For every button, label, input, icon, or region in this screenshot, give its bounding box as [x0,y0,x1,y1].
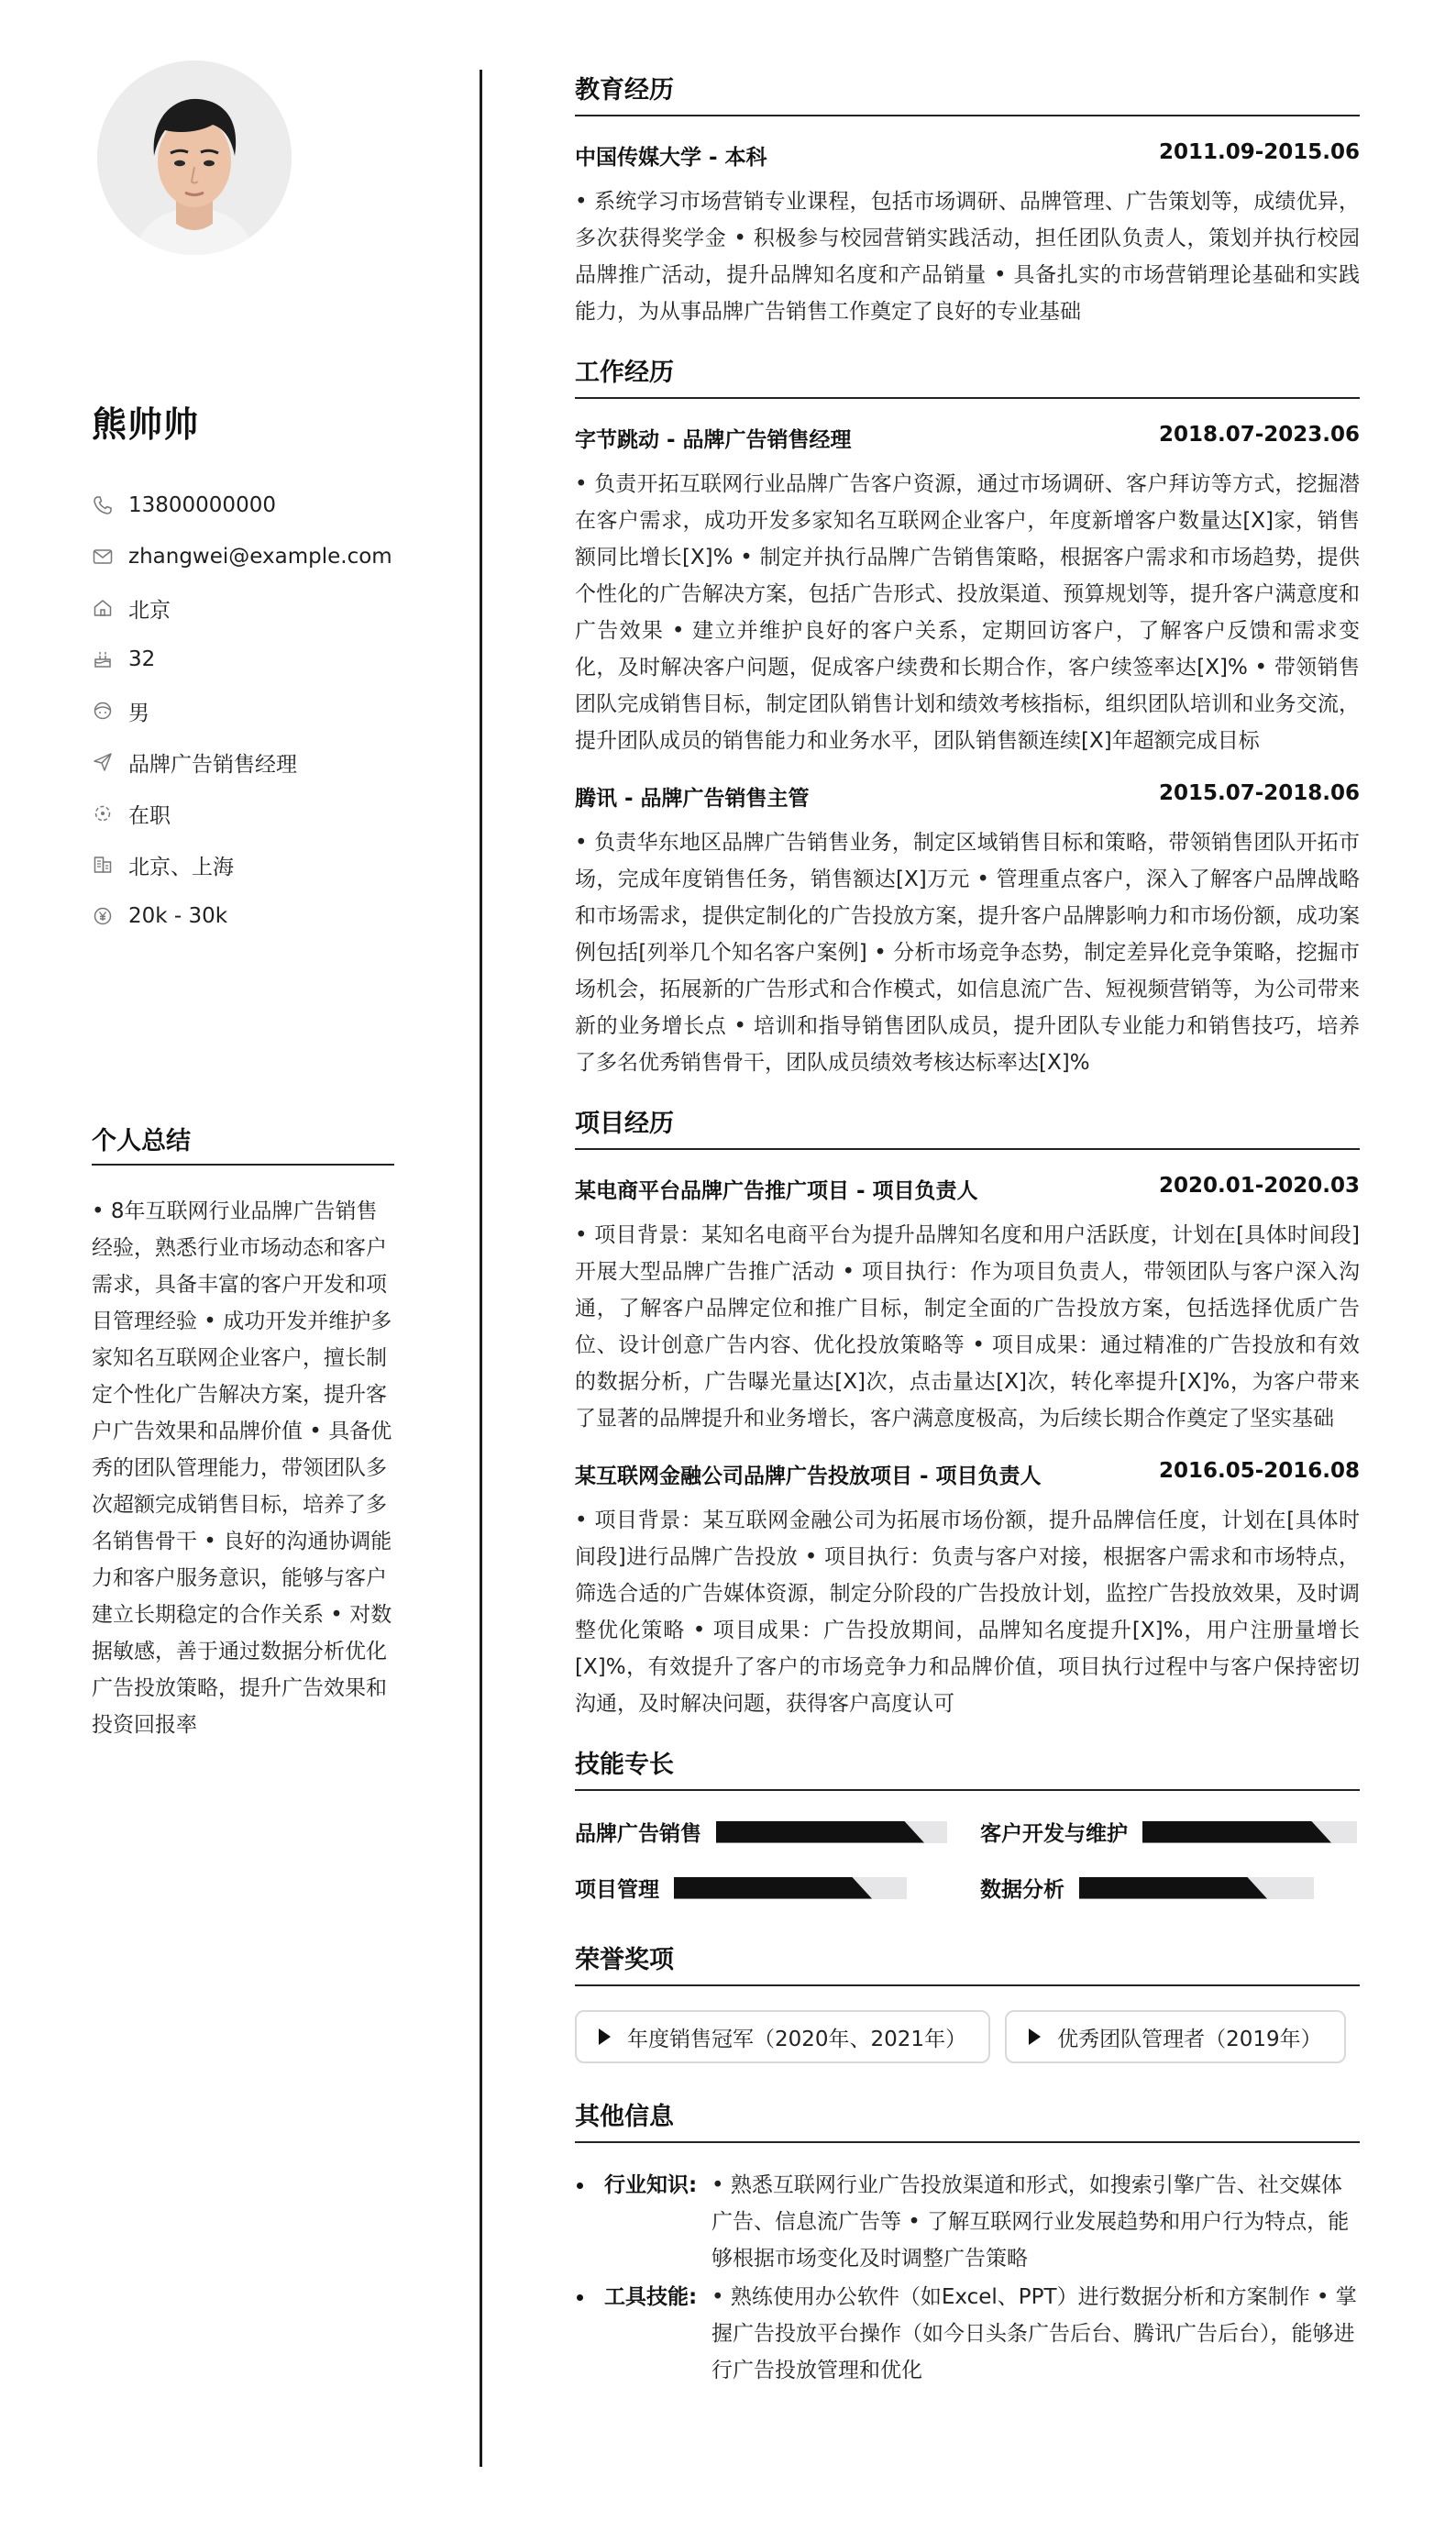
info-location [92,582,394,634]
status-icon [92,802,114,824]
info-age [92,634,394,685]
other-title: 其他信息 [575,2096,1360,2143]
avatar-portrait-icon [97,61,292,255]
summary-title: 个人总结 [92,1121,394,1166]
other-item [575,2279,1360,2389]
skill-label: 项目管理 [575,1878,659,1902]
education-period: 2011.09-2015.06 [1158,140,1360,164]
project-period: 2016.05-2016.08 [1158,1459,1360,1483]
info-email [92,531,394,582]
summary-section [92,1121,394,1743]
profile-panel [92,61,394,942]
project-heading: 某电商平台品牌广告推广项目 - 项目负责人 [575,1179,978,1203]
status-value: 在职 [128,803,171,828]
project-entry [575,1459,1360,1722]
work-heading: 字节跳动 - 品牌广告销售经理 [575,428,852,452]
skills-title: 技能专长 [575,1744,1360,1791]
honor-item[interactable] [1005,2010,1346,2063]
gender-value: 男 [128,701,149,725]
honor-item[interactable] [575,2010,990,2063]
summary-text: • 8年互联网行业品牌广告销售经验，熟悉行业市场动态和客户需求，具备丰富的客户开发和项目管理经验 • 成功开发并维护多家知名互联网企业客户，擅长制定个性化广告解决方案，提升客户广告效果和品牌价值 • 具备优秀的团队管理能力，带领团队多次超额完成销售目标，培养了多名销售骨干 • 良好的沟通协调能力和客户服务意识，能够与客户建立长期稳定的合作关系 • 对数据敏感，善于通过数据分析优化广告投放策略，提升广告效果和投资回报率 [92,1199,392,1737]
building-icon [92,854,114,876]
yuan-icon [92,905,114,927]
salary-value: 20k - 30k [128,904,228,928]
phone-value: 13800000000 [128,493,276,517]
bullet-icon [575,2167,604,2277]
info-position [92,736,394,788]
project-entry [575,1174,1360,1437]
phone-icon [92,494,114,516]
work-description: • 负责华东地区品牌广告销售业务，制定区域销售目标和策略，带领销售团队开拓市场，完成年度销售任务，销售额达[X]万元 • 管理重点客户，深入了解客户品牌战略和市场需求，提供定制化的广告投放方案，提升客户品牌影响力和市场份额，成功案例包括[列举几个知名客户案例] • 分析市场竞争态势，制定差异化竞争策略，挖掘市场机会，拓展新的广告形式和合作模式，如信息流广告、短视频营销等，为公司带来新的业务增长点 • 培训和指导销售团队成员，提升团队专业能力和销售技巧，培养了多名优秀销售骨干，团队成员绩效考核达标率达[X]% [575,831,1360,1075]
position-value: 品牌广告销售经理 [128,752,297,777]
contact-info [92,480,394,942]
honor-label: 年度销售冠军（2020年、2021年） [627,2027,967,2051]
education-school: 中国传媒大学 - 本科 [575,146,767,170]
info-phone [92,480,394,531]
age-value: 32 [128,647,156,671]
projects-title: 项目经历 [575,1103,1360,1150]
work-entry [575,781,1360,1081]
skill-label: 数据分析 [980,1878,1064,1902]
skill-item [980,1817,1360,1847]
location-value: 北京 [128,598,171,623]
other-item [575,2167,1360,2277]
skill-item [575,1873,980,1903]
education-description: • 系统学习市场营销专业课程，包括市场调研、品牌管理、广告策划等，成绩优异，多次获得奖学金 • 积极参与校园营销实践活动，担任团队负责人，策划并执行校园品牌推广活动，提升品牌知名度和产品销量 • 具备扎实的市场营销理论基础和实践能力，为从事品牌广告销售工作奠定了良好的专业基础 [575,190,1360,324]
honors-section [575,1940,1360,2076]
work-description: • 负责开拓互联网行业品牌广告客户资源，通过市场调研、客户拜访等方式，挖掘潜在客户需求，成功开发多家知名互联网企业客户，年度新增客户数量达[X]家，销售额同比增长[X]% • 制定并执行品牌广告销售策略，根据客户需求和市场趋势，提供个性化的广告解决方案，包括广告形式、投放渠道、预算规划等，提升客户满意度和广告效果 • 建立并维护良好的客户关系，定期回访客户，了解客户反馈和需求变化，及时解决客户问题，促成客户续费和长期合作，客户续签率达[X]% • 带领销售团队完成销售目标，制定团队销售计划和绩效考核指标，组织团队培训和业务交流，提升团队成员的销售能力和业务水平，团队销售额连续[X]年超额完成目标 [575,472,1360,753]
education-entry [575,140,1360,330]
other-section [575,2096,1360,2389]
skill-fill [1079,1877,1267,1899]
other-value: • 熟练使用办公软件（如Excel、PPT）进行数据分析和方案制作 • 掌握广告投放平台操作（如今日头条广告后台、腾讯广告后台），能够进行广告投放管理和优化 [711,2285,1357,2382]
skill-item [575,1817,980,1847]
cake-icon [92,648,114,670]
honors-list [575,2010,1360,2076]
skill-fill [674,1877,872,1899]
send-icon [92,751,114,773]
other-label: 工具技能: [604,2285,698,2309]
honor-label: 优秀团队管理者（2019年） [1057,2027,1322,2051]
play-triangle-icon [1029,2028,1041,2045]
main-content [575,70,1360,2409]
skill-item [980,1873,1360,1903]
project-period: 2020.01-2020.03 [1158,1174,1360,1198]
email-value: zhangwei@example.com [128,545,392,569]
skill-bar [1142,1821,1357,1843]
bullet-icon [575,2279,604,2389]
play-triangle-icon [599,2028,611,2045]
skill-bar [1079,1877,1314,1899]
info-gender [92,685,394,736]
skill-fill [716,1821,924,1843]
gender-icon [92,700,114,722]
skill-bar [674,1877,907,1899]
education-title: 教育经历 [575,70,1360,116]
skill-label: 品牌广告销售 [575,1822,701,1846]
work-heading: 腾讯 - 品牌广告销售主管 [575,787,810,811]
work-period: 2015.07-2018.06 [1158,781,1360,805]
project-description: • 项目背景：某互联网金融公司为拓展市场份额，提升品牌信任度，计划在[具体时间段]进行品牌广告投放 • 项目执行：负责与客户对接，根据客户需求和市场特点，筛选合适的广告媒体资源，制定分阶段的广告投放计划，监控广告投放效果，及时调整优化策略 • 项目成果：广告投放期间，品牌知名度提升[X]%，用户注册量增长[X]%，有效提升了客户的市场竞争力和品牌价值，项目执行过程中与客户保持密切沟通，及时解决问题，获得客户高度认可 [575,1509,1360,1716]
candidate-name: 熊帅帅 [92,404,200,445]
skill-bar [716,1821,947,1843]
info-cities [92,839,394,890]
other-label: 行业知识: [604,2173,698,2197]
cities-value: 北京、上海 [128,855,234,879]
skills-grid [575,1815,1360,1919]
project-description: • 项目背景：某知名电商平台为提升品牌知名度和用户活跃度，计划在[具体时间段]开展大型品牌广告推广活动 • 项目执行：作为项目负责人，带领团队与客户深入沟通，了解客户品牌定位和推广目标，制定全面的广告投放方案，包括选择优质广告位、设计创意广告内容、优化投放策略等 • 项目成果：通过精准的广告投放和有效的数据分析，广告曝光量达[X]次，点击量达[X]次，转化率提升[X]%，为客户带来了显著的品牌提升和业务增长，客户满意度极高，为后续长期合作奠定了坚实基础 [575,1223,1360,1431]
skills-section [575,1744,1360,1919]
work-section [575,352,1360,1081]
home-icon [92,597,114,619]
projects-section [575,1103,1360,1722]
info-salary [92,890,394,942]
work-period: 2018.07-2023.06 [1158,423,1360,447]
work-entry [575,423,1360,759]
education-section [575,70,1360,330]
project-heading: 某互联网金融公司品牌广告投放项目 - 项目负责人 [575,1464,1042,1488]
avatar [97,61,292,255]
mail-icon [92,546,114,568]
info-status [92,788,394,839]
skill-label: 客户开发与维护 [980,1822,1128,1846]
column-divider [480,70,482,2467]
skill-fill [1142,1821,1331,1843]
honors-title: 荣誉奖项 [575,1940,1360,1986]
other-value: • 熟悉互联网行业广告投放渠道和形式，如搜索引擎广告、社交媒体广告、信息流广告等 • 了解互联网行业发展趋势和用户行为特点，能够根据市场变化及时调整广告策略 [711,2173,1350,2271]
work-title: 工作经历 [575,352,1360,399]
